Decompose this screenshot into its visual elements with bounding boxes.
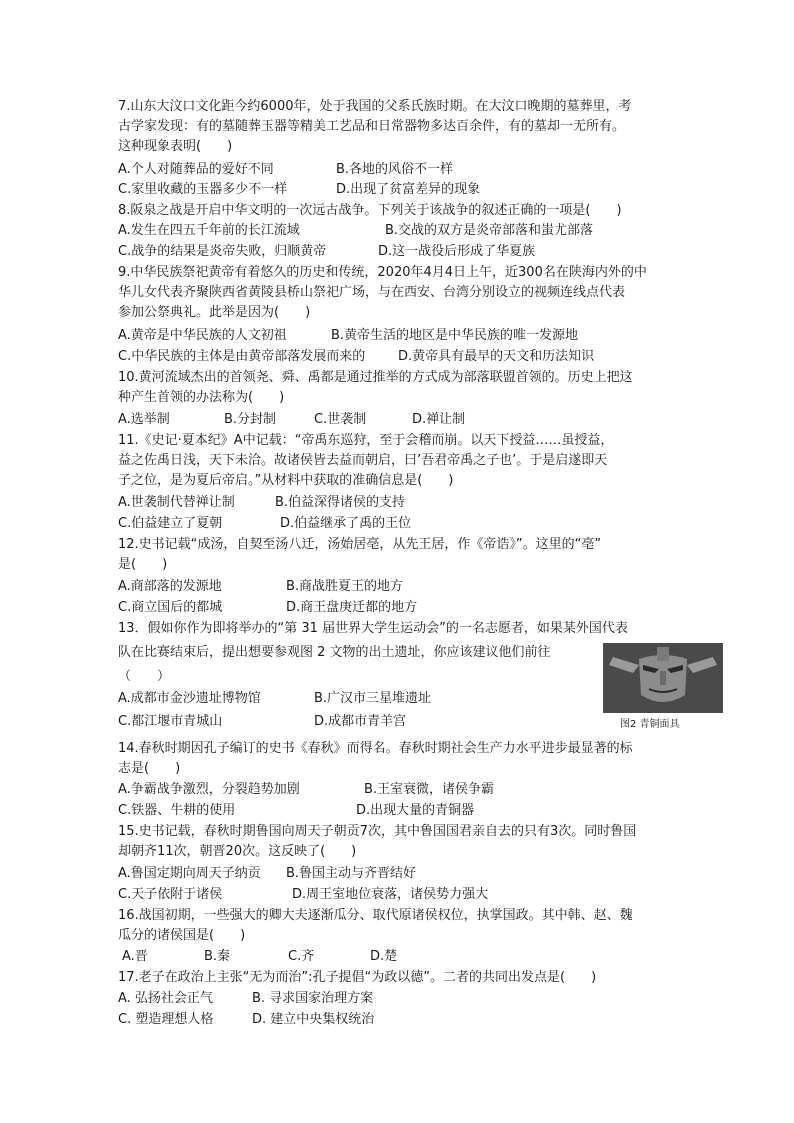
option-a: A.商部落的发源地 xyxy=(118,579,222,594)
option-a: A.争霸战争激烈，分裂趋势加剧 xyxy=(118,782,300,797)
option-b: B.王室衰微，诸侯争霸 xyxy=(364,782,495,797)
question-text-line: 队在比赛结束后，提出想要参观图 2 文物的出土遗址，你应该建议他们前往 xyxy=(118,645,551,660)
question-text-line: 10.黄河流域杰出的首领尧、舜、禹都是通过推举的方式成为部落联盟首领的。历史上把这 xyxy=(118,370,633,385)
option-d: D.禅让制 xyxy=(412,412,466,427)
question-11 xyxy=(118,431,678,491)
question-text-line: 是( ) xyxy=(118,557,168,572)
question-text-line: 古学家发现：有的墓随葬玉器等精美工艺品和日常器物多达百余件，有的墓却一无所有。 xyxy=(118,119,626,134)
question-12 xyxy=(118,535,678,575)
question-13 xyxy=(118,617,678,689)
option-b: B.黄帝生活的地区是中华民族的唯一发源地 xyxy=(331,328,579,343)
option-a: A.鲁国定期向周天子纳贡 xyxy=(118,866,261,881)
question-text-line: 7.山东大汶口文化距今约6000年，处于我国的父系氏族时期。在大汶口晚期的墓葬里，考 xyxy=(118,99,632,114)
option-d: D.这一战役后形成了华夏族 xyxy=(378,244,536,259)
question-text-line: （ ） xyxy=(118,669,171,684)
option-a: A.发生在四五千年前的长江流域 xyxy=(118,223,300,238)
option-d: D.周王室地位衰落，诸侯势力强大 xyxy=(292,887,489,902)
question-text-line: 17.老子在政治上主张“无为而治”:孔子提倡“为政以德”。二者的共同出发点是( ) xyxy=(118,970,597,985)
question-text-line: 益之佐禹日浅，天下未洽。故诸侯皆去益而朝启，曰’吾君帝禹之子也’。于是启遂即天 xyxy=(118,453,608,468)
option-b: B.秦 xyxy=(204,949,231,964)
question-10 xyxy=(118,368,678,408)
option-d: D.伯益继承了禹的王位 xyxy=(280,516,412,531)
option-b: B.伯益深得诸侯的支持 xyxy=(275,495,406,510)
option-a: A.世袭制代替禅让制 xyxy=(118,495,235,510)
question-text-line: 15.史书记载，春秋时期鲁国向周天子朝贡7次，其中鲁国国君亲自去的只有3次。同时鲁国 xyxy=(118,824,637,839)
option-b: B.鲁国主动与齐晋结好 xyxy=(286,866,417,881)
question-text-line: 子之位，是为夏后帝启。”从材料中获取的准确信息是( ) xyxy=(118,473,454,488)
option-a: A.个人对随葬品的爱好不同 xyxy=(118,162,274,177)
option-a: A.选举制 xyxy=(118,412,170,427)
question-16 xyxy=(118,906,678,946)
question-17 xyxy=(118,968,678,988)
option-c: C.中华民族的主体是由黄帝部落发展而来的 xyxy=(118,349,366,364)
option-c: C.战争的结果是炎帝失败，归顺黄帝 xyxy=(118,244,327,259)
option-a: A.黄帝是中华民族的人文初祖 xyxy=(118,328,287,343)
option-d: D.黄帝具有最早的天文和历法知识 xyxy=(398,349,595,364)
question-text-line: 种产生首领的办法称为( ) xyxy=(118,390,285,405)
figure-caption: 图2 青铜面具 xyxy=(620,719,680,730)
question-text-line: 13．假如你作为即将举办的“第 31 届世界大学生运动会”的一名志愿者，如果某外国代表 xyxy=(118,621,628,636)
bronze-mask-icon xyxy=(603,643,723,713)
question-text-line: 华儿女代表齐聚陕西省黄陵县桥山祭祀广场，与在西安、台湾分别设立的视频连线点代表 xyxy=(118,285,626,300)
question-14 xyxy=(118,739,678,779)
option-b: B.广汉市三星堆遗址 xyxy=(314,691,432,706)
bronze-mask-photo xyxy=(603,643,723,713)
option-b: B.分封制 xyxy=(224,412,277,427)
option-c: C.家里收藏的玉器多少不一样 xyxy=(118,182,288,197)
option-b: B.各地的风俗不一样 xyxy=(336,162,454,177)
question-text-line: 志是( ) xyxy=(118,761,181,776)
option-c: C.都江堰市青城山 xyxy=(118,714,223,729)
question-text-line: 参加公祭典礼。此举是因为( ) xyxy=(118,305,311,320)
option-b: B.交战的双方是炎帝部落和蚩尤部落 xyxy=(385,223,594,238)
question-15 xyxy=(118,822,678,862)
question-8 xyxy=(118,201,678,221)
question-text-line: 8.阪泉之战是开启中华文明的一次远古战争。下列关于该战争的叙述正确的一项是( ) xyxy=(118,203,622,218)
question-text-line: 12.史书记载“成汤，自契至汤八迁，汤始居亳，从先王居，作《帝诰》”。这里的“亳” xyxy=(118,537,602,552)
option-d: D.楚 xyxy=(370,949,398,964)
option-c: C.铁器、牛耕的使用 xyxy=(118,803,236,818)
option-c: C. 塑造理想人格 xyxy=(118,1012,214,1027)
option-c: C.齐 xyxy=(288,949,315,964)
option-a: A.晋 xyxy=(122,949,148,964)
option-c: C.世袭制 xyxy=(314,412,367,427)
question-text-line: 16.战国初期，一些强大的卿大夫逐渐瓜分、取代原诸侯权位，执掌国政。其中韩、赵、魏 xyxy=(118,908,633,923)
option-d: D. 建立中央集权统治 xyxy=(252,1012,375,1027)
option-d: D.出现大量的青铜器 xyxy=(356,803,475,818)
question-9 xyxy=(118,263,678,323)
question-text-line: 瓜分的诸侯国是( ) xyxy=(118,928,246,943)
question-7 xyxy=(118,97,678,157)
option-c: C.商立国后的都城 xyxy=(118,600,223,615)
option-d: D.商王盘庚迁都的地方 xyxy=(286,600,418,615)
option-a: A.成都市金沙遗址博物馆 xyxy=(118,691,261,706)
question-text-line: 14.春秋时期因孔子编订的史书《春秋》而得名。春秋时期社会生产力水平进步最显著的标 xyxy=(118,741,633,756)
question-text-line: 9.中华民族祭祀黄帝有着悠久的历史和传统，2020年4月4日上午，近300名在陕海内外的中 xyxy=(118,265,647,280)
question-text-line: 却朝齐11次，朝晋20次。这反映了( ) xyxy=(118,844,357,859)
option-b: B. 寻求国家治理方案 xyxy=(252,991,374,1006)
option-d: D.成都市青羊宫 xyxy=(314,714,407,729)
question-text-line: 11.《史记·夏本纪》A中记载：“帝禹东巡狩，至于会稽而崩。以天下授益……虽授益， xyxy=(118,433,614,448)
option-b: B.商战胜夏王的地方 xyxy=(286,579,404,594)
option-d: D.出现了贫富差异的现象 xyxy=(336,182,481,197)
option-c: C.伯益建立了夏朝 xyxy=(118,516,223,531)
option-a: A. 弘扬社会正气 xyxy=(118,991,213,1006)
question-text-line: 这种现象表明( ) xyxy=(118,139,233,154)
option-c: C.天子依附于诸侯 xyxy=(118,887,223,902)
